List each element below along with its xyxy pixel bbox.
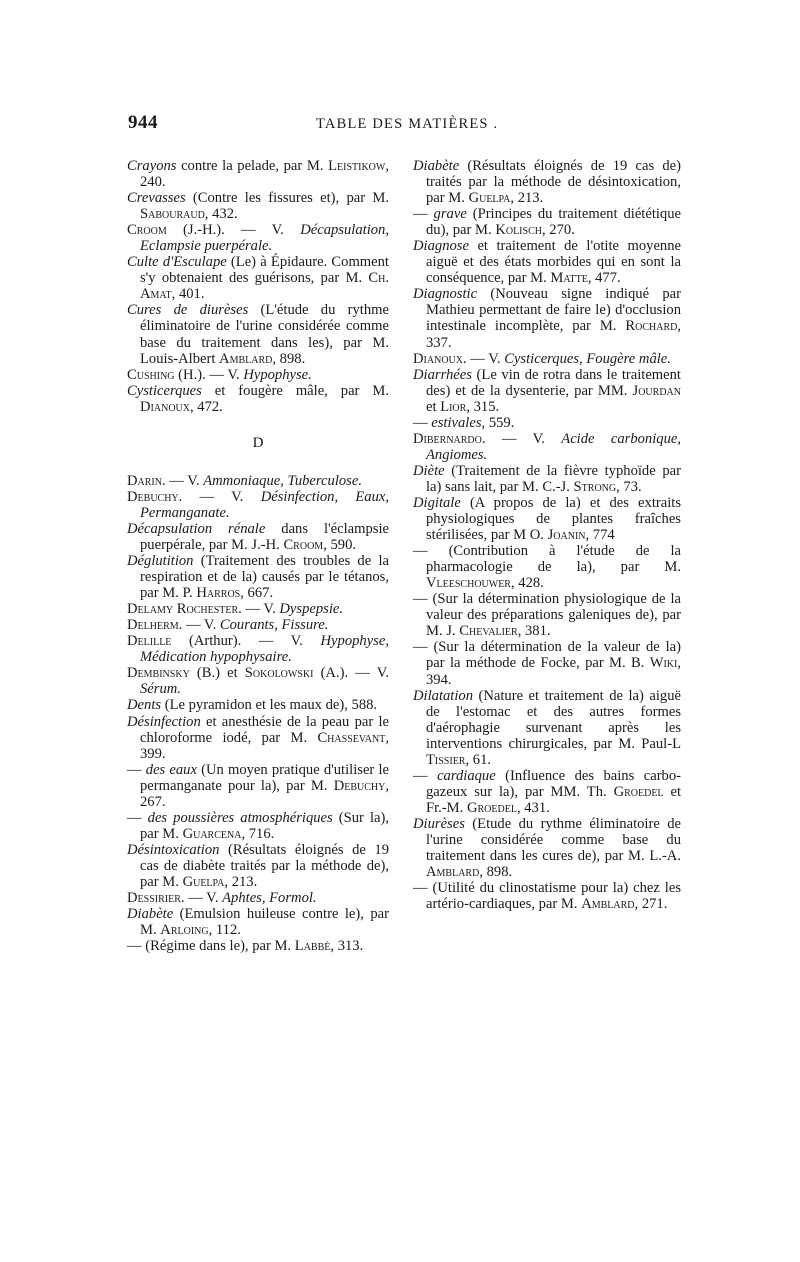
index-entry: Digitale (A propos de la) et des extraits physiologiques de plantes fraîches stérilisées, par M O. Joanin, 774 [413,494,681,544]
index-entry: Darin. — V. Ammoniaque, Tuberculose. [127,472,362,489]
index-entry: Cures de diurèses (L'étude du rythme éliminatoire de l'urine considérée comme base du traitement dans les), par M. Louis-Albert Amblard, 898. [127,302,389,367]
entries-c [127,158,389,415]
index-entry: Cushing (H.). — V. Hypophyse. [127,366,312,383]
index-entry: Déglutition (Traitement des troubles de la respiration et de la) causés par le tétanos, par M. P. Harros, 667. [127,553,389,602]
index-entry: Décapsulation rénale dans l'éclampsie puerpérale, par M. J.-H. Croom, 590. [127,520,389,553]
index-entry: Cysticerques et fougère mâle, par M. Dianoux, 472. [127,382,389,415]
index-entry: — (Sur la détermination physiologique de la valeur des préparations galeniques de), par M. J. Chevalier, 381. [413,591,681,640]
page-number: 944 [128,112,158,133]
entries-right [413,158,681,912]
index-entry: — grave (Principes du traitement diététique du), par M. Kolisch, 270. [413,206,682,239]
index-entry: — (Utilité du clinostatisme pour la) chez les artério-cardiaques, par M. Amblard, 271. [413,880,681,913]
index-entry: Dents (Le pyramidon et les maux de), 588. [127,697,378,714]
index-entry: Désinfection et anesthésie de la peau par le chloroforme iodé, par M. Chassevant, 399. [127,713,389,762]
index-entry: — cardiaque (Influence des bains carbo-gazeux sur la), par MM. Th. Groedel et Fr.-M. Groedel, 431. [413,767,682,816]
section-letter-d: D [252,434,264,451]
index-entry: Diabète (Emulsion huileuse contre le), par M. Arloing, 112. [127,906,389,939]
running-title: TABLE DES MATIÈRES . [316,116,499,132]
index-entry: — (Contribution à l'étude de la pharmacologie de la), par M. Vleeschouwer, 428. [413,543,681,592]
index-entry: Diurèses (Etude du rythme éliminatoire de l'urine considérée comme base du traitement dans les cures de), par M. L.-A. Amblard, 898. [413,815,681,881]
index-entry: Culte d'Esculape (Le) à Épidaure. Comment s'y obtenaient des guérisons, par M. Ch. Amat, 401. [127,254,389,303]
index-entry: Diabète (Résultats éloignés de 19 cas de) traités par la méthode de désintoxication, par M. Guelpa, 213. [413,158,681,207]
index-entry: Désintoxication (Résultats éloignés de 19 cas de diabète traités par la méthode de), par M. Guelpa, 213. [127,841,389,890]
index-entry: — (Sur la détermination de la valeur de la) par la méthode de Focke, par M. B. Wiki, 394. [413,639,681,688]
index-entry: Dembinsky (B.) et Sokolowski (A.). — V. Sérum. [127,665,389,698]
index-entry: — des eaux (Un moyen pratique d'utiliser le permanganate pour la), par M. Debuchy, 267. [127,761,389,810]
index-entry: Crayons contre la pelade, par M. Leistikow, 240. [127,158,389,191]
index-entry: Croom (J.-H.). — V. Décapsulation, Eclampsie puerpérale. [127,222,389,255]
index-entry: Diagnostic (Nouveau signe indiqué par Mathieu permettant de faire le) d'occlusion intestinale incomplète, par M. Rochard, 337. [413,286,681,351]
index-entry: Dilatation (Nature et traitement de la) aiguë de l'estomac et des autres formes d'aérophagie survenant après les interventions chirurgicales, par M. Paul-L Tissier, 61. [413,687,681,768]
index-entry: Debuchy. — V. Désinfection, Eaux, Permanganate. [127,488,389,521]
index-entry: Diète (Traitement de la fièvre typhoïde par la) sans lait, par M. C.-J. Strong, 73. [413,462,681,495]
index-entry: Delille (Arthur). — V. Hypophyse, Médication hypophysaire. [127,633,389,666]
entries-d [127,473,389,954]
page-header [128,112,682,142]
index-entry: Diagnose et traitement de l'otite moyenne aiguë et des états morbides qui en sont la conséquence, par M. Matte, 477. [413,238,681,287]
left-column [127,158,389,954]
index-entry: Delamy Rochester. — V. Dyspepsie. [127,601,344,618]
index-entry: — estivales, 559. [413,414,515,431]
index-entry: — (Régime dans le), par M. Labbé, 313. [127,938,364,955]
index-entry: — des poussières atmosphériques (Sur la), par M. Guarcena, 716. [127,809,389,842]
index-entry: Dianoux. — V. Cysticerques, Fougère mâle. [413,350,671,367]
index-entry: Delherm. — V. Courants, Fissure. [127,617,329,634]
index-entry: Dessirier. — V. Aphtes, Formol. [127,890,317,907]
right-column [413,158,681,912]
index-entry: Diarrhées (Le vin de rotra dans le traitement des) et de la dysenterie, par MM. Jourdan et Lior, 315. [413,366,681,415]
index-entry: Dibernardo. — V. Acide carbonique, Angiomes. [413,430,681,463]
index-entry: Crevasses (Contre les fissures et), par M. Sabouraud, 432. [127,190,389,223]
